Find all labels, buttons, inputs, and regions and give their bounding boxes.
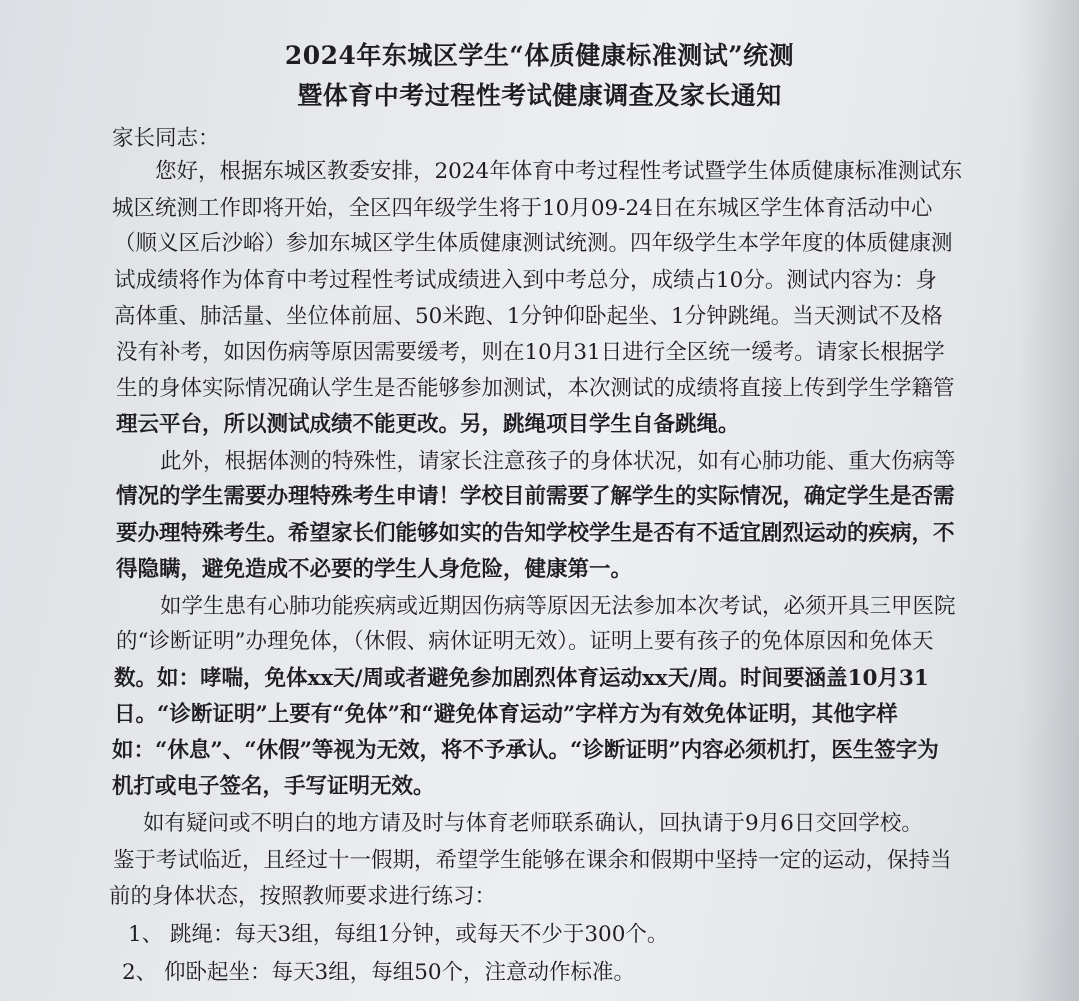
paragraph3-line: 机打或电子签名，手写证明无效。 xyxy=(112,774,435,799)
paragraph4-line: 如有疑问或不明白的地方请及时与体育老师联系确认，回执请于9月6日交回学校。 xyxy=(143,811,923,836)
paragraph2-line: 情况的学生需要办理特殊考生申请！学校目前需要了解学生的实际情况，确定学生是否需 xyxy=(116,484,955,509)
list-item: 1、 跳绳：每天3组，每组1分钟，或每天不少于300个。 xyxy=(128,922,669,947)
paragraph1-line: （顺义区后沙峪）参加东城区学生体质健康测试统测。四年级学生本学年度的体质健康测 xyxy=(114,231,953,256)
paragraph1-line: 您好，根据东城区教委安排，2024年体育中考过程性考试暨学生体质健康标准测试东 xyxy=(155,159,963,184)
page-shadow xyxy=(1019,0,1079,1001)
paragraph3-line: 如：“休息”、“休假”等视为无效，将不予承认。“诊断证明”内容必须机打，医生签字为 xyxy=(112,738,939,763)
paragraph3-line: 数。如：哮喘，免体xx天/周或者避免参加剧烈体育运动xx天/周。时间要涵盖10月31 xyxy=(114,666,929,691)
list-item: 2、 仰卧起坐：每天3组，每组50个，注意动作标准。 xyxy=(122,960,636,985)
paragraph1-line: 没有补考，如因伤病等原因需要缓考，则在10月31日进行全区统一缓考。请家长根据学 xyxy=(116,340,945,365)
notice-title-line2: 暨体育中考过程性考试健康调查及家长通知 xyxy=(297,81,782,110)
paragraph2-line: 得隐瞒，避免造成不必要的学生人身危险，健康第一。 xyxy=(116,557,633,582)
notice-title-line1: 2024年东城区学生“体质健康标准测试”统测 xyxy=(284,41,795,70)
paragraph3-line: 的“诊断证明”办理免体，（休假、病休证明无效）。证明上要有孩子的免体原因和免体天 xyxy=(116,629,934,654)
paragraph2-line: 要办理特殊考生。希望家长们能够如实的告知学校学生是否有不适宜剧烈运动的疾病，不 xyxy=(116,521,955,546)
paragraph1-line: 高体重、肺活量、坐位体前屈、50米跑、1分钟仰卧起坐、1分钟跳绳。当天测试不及格 xyxy=(114,304,943,329)
paragraph1-line: 理云平台，所以测试成绩不能更改。另，跳绳项目学生自备跳绳。 xyxy=(116,412,740,437)
paragraph3-line: 如学生患有心肺功能疾病或近期因伤病等原因无法参加本次考试，必须开具三甲医院 xyxy=(160,594,956,619)
greeting: 家长同志： xyxy=(112,126,220,151)
paragraph2-line: 此外，根据体测的特殊性，请家长注意孩子的身体状况，如有心肺功能、重大伤病等 xyxy=(160,449,956,474)
paragraph3-line: 日。“诊断证明”上要有“免体”和“避免体育运动”字样方为有效免体证明，其他字样 xyxy=(114,702,898,727)
paragraph5-line: 鉴于考试临近，且经过十一假期，希望学生能够在课余和假期中坚持一定的运动，保持当 xyxy=(113,848,952,873)
paragraph5-line: 前的身体状态，按照教师要求进行练习： xyxy=(109,884,497,909)
paragraph1-line: 生的身体实际情况确认学生是否能够参加测试，本次测试的成绩将直接上传到学生学籍管 xyxy=(116,376,955,401)
paragraph1-line: 试成绩将作为体育中考过程性考试成绩进入到中考总分，成绩占10分。测试内容为：身 xyxy=(114,268,937,293)
paragraph1-line: 城区统测工作即将开始，全区四年级学生将于10月09-24日在东城区学生体育活动中心 xyxy=(112,196,933,221)
